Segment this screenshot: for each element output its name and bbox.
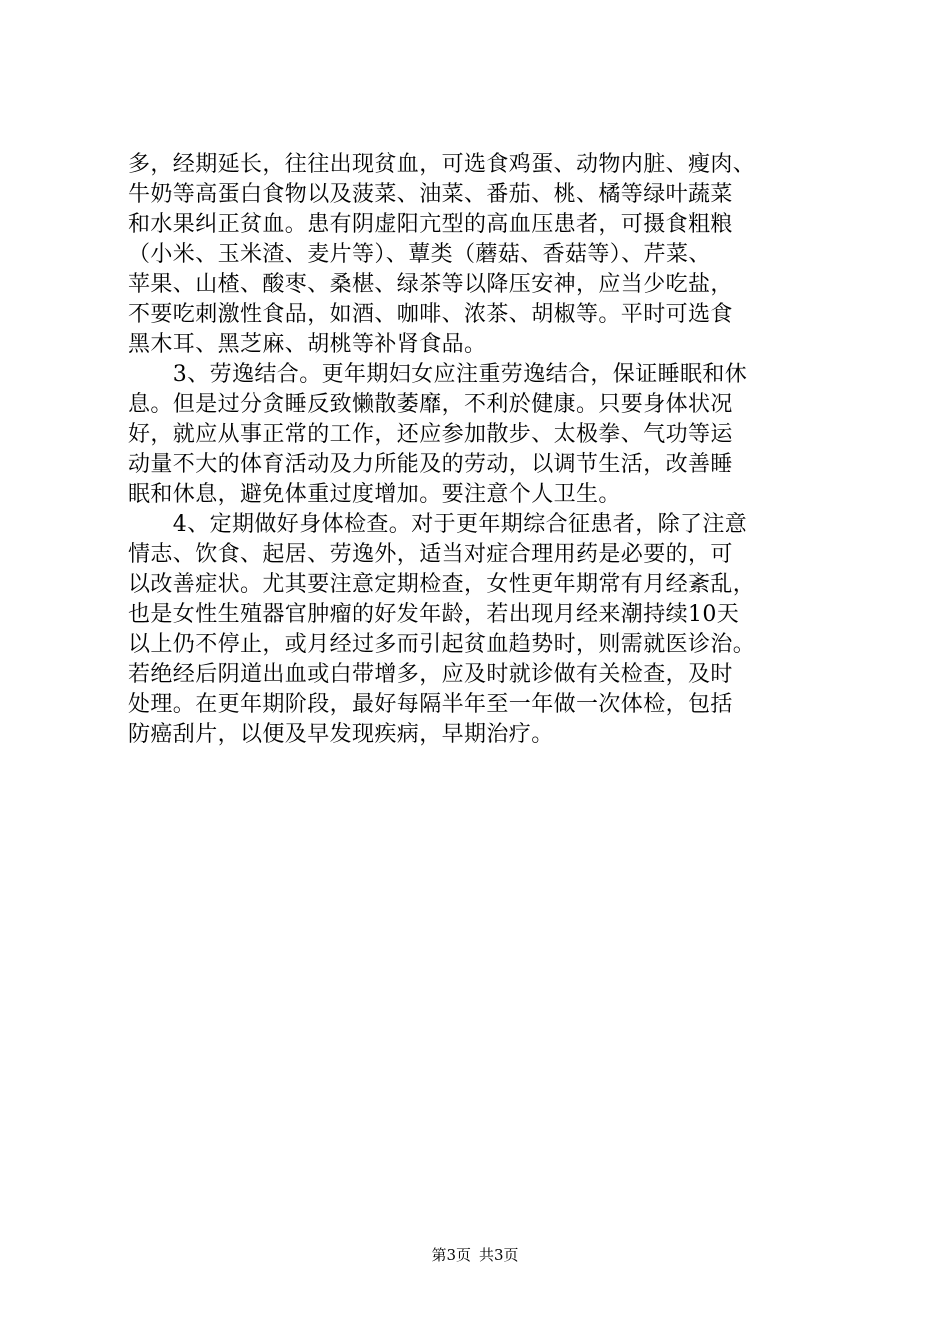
text-line: 以上仍不停止，或月经过多而引起贫血趋势时，则需就医诊治。 — [128, 632, 756, 657]
text-line: 也是女性生殖器官肿瘤的好发年龄，若出现月经来潮持续10天 — [128, 602, 740, 627]
text-line: 好，就应从事正常的工作，还应参加散步、太极拳、气功等运 — [128, 422, 733, 447]
total-pages: 共3页 — [479, 1246, 519, 1264]
text-line: 防癌刮片，以便及早发现疾病，早期治疗。 — [128, 722, 554, 747]
text-line: 4、定期做好身体检查。对于更年期综合征患者，除了注意 — [128, 512, 748, 537]
current-page-number: 第3页 — [431, 1246, 471, 1264]
text-line: 若绝经后阴道出血或白带增多，应及时就诊做有关检查，及时 — [128, 662, 733, 687]
text-line: 息。但是过分贪睡反致懒散萎靡，不利於健康。只要身体状况 — [128, 392, 733, 417]
text-line: 动量不大的体育活动及力所能及的劳动，以调节生活，改善睡 — [128, 452, 733, 477]
text-line: 情志、饮食、起居、劳逸外，适当对症合理用药是必要的，可 — [128, 542, 733, 567]
text-line: 和水果纠正贫血。患有阴虚阳亢型的高血压患者，可摄食粗粮 — [128, 212, 733, 237]
text-line: 牛奶等高蛋白食物以及菠菜、油菜、番茄、桃、橘等绿叶蔬菜 — [128, 182, 733, 207]
text-line: 黑木耳、黑芝麻、胡桃等补肾食品。 — [128, 332, 487, 357]
text-line: 多，经期延长，往往出现贫血，可选食鸡蛋、动物内脏、瘦肉、 — [128, 152, 756, 177]
text-line: 不要吃刺激性食品，如酒、咖啡、浓茶、胡椒等。平时可选食 — [128, 302, 733, 327]
text-line: 苹果、山楂、酸枣、桑椹、绿茶等以降压安神，应当少吃盐， — [128, 272, 733, 297]
text-line: 3、劳逸结合。更年期妇女应注重劳逸结合，保证睡眠和休 — [128, 362, 748, 387]
text-line: （小米、玉米渣、麦片等）、蕈类（蘑菇、香菇等）、芹菜、 — [128, 242, 711, 267]
text-line: 处理。在更年期阶段，最好每隔半年至一年做一次体检，包括 — [128, 692, 733, 717]
text-line: 以改善症状。尤其要注意定期检查，女性更年期常有月经紊乱， — [128, 572, 756, 597]
document-body — [128, 150, 848, 750]
page-footer — [0, 1245, 950, 1265]
text-line: 眠和休息，避免体重过度增加。要注意个人卫生。 — [128, 482, 621, 507]
